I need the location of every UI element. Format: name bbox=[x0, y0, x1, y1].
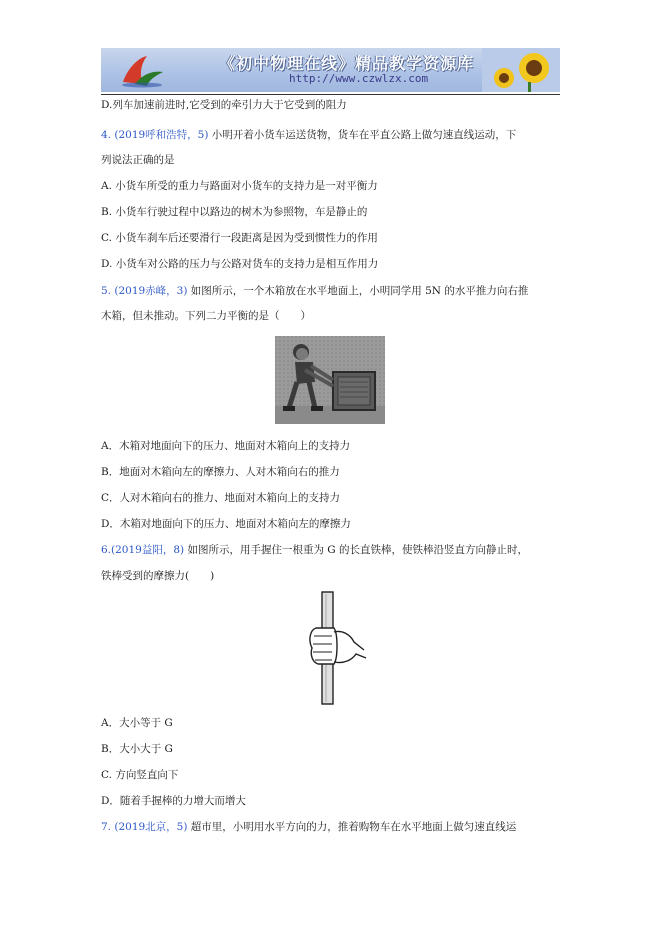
question-4-line-1 bbox=[101, 128, 516, 142]
sunflower-icon bbox=[482, 48, 560, 92]
option-line: D.列车加速前进时,它受到的牵引力大于它受到的阻力 bbox=[101, 99, 347, 111]
question-4-option-b: B. 小货车行驶过程中以路边的树木为参照物，车是静止的 bbox=[101, 206, 368, 218]
question-4-line-2: 列说法正确的是 bbox=[101, 154, 175, 166]
question-4-option-d: D. 小货车对公路的压力与公路对货车的支持力是相互作用力 bbox=[101, 258, 379, 270]
site-logo-icon bbox=[117, 52, 167, 88]
question-6-option-d: D．随着手握棒的力增大而增大 bbox=[101, 795, 246, 807]
question-5-option-d: D．木箱对地面向下的压力、地面对木箱向左的摩擦力 bbox=[101, 518, 351, 530]
question-6-option-c: C. 方向竖直向下 bbox=[101, 769, 179, 781]
question-4-source: 4. (2019呼和浩特，5) bbox=[101, 129, 209, 141]
boy-pushing-box-figure bbox=[275, 336, 385, 424]
question-6-line-2: 铁棒受到的摩擦力( ) bbox=[101, 570, 215, 582]
question-7-line-1 bbox=[101, 820, 516, 834]
question-5-source: 5. (2019赤峰，3) bbox=[101, 285, 188, 297]
question-6-option-b: B．大小大于 G bbox=[101, 743, 173, 755]
header-banner bbox=[101, 48, 560, 92]
question-5-option-b: B．地面对木箱向左的摩擦力、人对木箱向右的推力 bbox=[101, 466, 340, 478]
question-5-line-2: 木箱，但未推动。下列二力平衡的是（ ） bbox=[101, 310, 311, 322]
question-5-line-1 bbox=[101, 284, 528, 298]
header-title: 《初中物理在线》精品教学资源库 bbox=[219, 54, 475, 73]
question-4-option-a: A. 小货车所受的重力与路面对小货车的支持力是一对平衡力 bbox=[101, 180, 378, 192]
question-5-text: 如图所示，一个木箱放在水平地面上，小明同学用 5N 的水平推力向右推 bbox=[187, 285, 529, 297]
question-4-text: 小明开着小货车运送货物，货车在平直公路上做匀速直线运动，下 bbox=[208, 129, 517, 141]
question-7-source: 7. (2019北京，5) bbox=[101, 821, 188, 833]
header-rule bbox=[101, 94, 560, 95]
question-7-text: 超市里，小明用水平方向的力，推着购物车在水平地面上做匀速直线运 bbox=[187, 821, 517, 833]
question-4-option-c: C. 小货车刹车后还要滑行一段距离是因为受到惯性力的作用 bbox=[101, 232, 378, 244]
question-5-option-a: A．木箱对地面向下的压力、地面对木箱向上的支持力 bbox=[101, 440, 351, 452]
question-5-option-c: C．人对木箱向右的推力、地面对木箱向上的支持力 bbox=[101, 492, 341, 504]
question-6-line-1 bbox=[101, 543, 528, 557]
hand-holding-rod-figure bbox=[288, 590, 368, 706]
question-6-option-a: A．大小等于 G bbox=[101, 717, 173, 729]
question-6-source: 6.(2019益阳，8) bbox=[101, 544, 185, 556]
question-6-text: 如图所示，用手握住一根重为 G 的长直铁棒，使铁棒沿竖直方向静止时， bbox=[184, 544, 529, 556]
header-url[interactable]: http://www.czwlzx.com bbox=[289, 72, 429, 85]
